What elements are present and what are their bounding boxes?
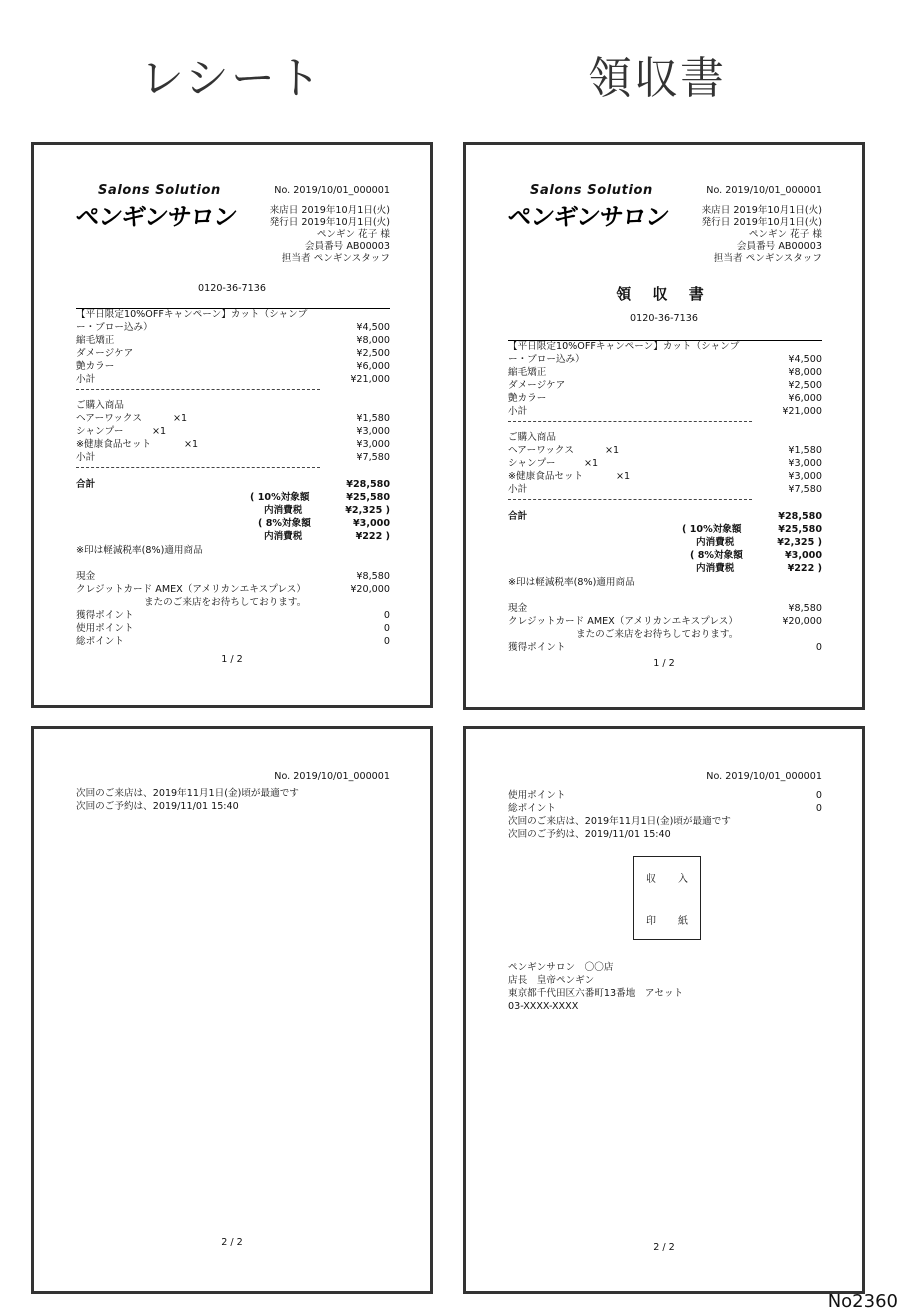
products-header: ご購入商品 [508, 432, 556, 443]
receipt-number: No. 2019/10/01_000001 [706, 771, 822, 782]
member-number: 会員番号 AB00003 [304, 241, 390, 252]
cash-row: 現金 ¥8,580 [508, 603, 822, 614]
phone-number: 0120-36-7136 [630, 313, 698, 324]
store-tel: 03-XXXX-XXXX [508, 1001, 579, 1012]
total-row: 合計 ¥28,580 [508, 511, 822, 522]
products-header: ご購入商品 [76, 400, 124, 411]
tax10-tax: ¥2,325 ) [345, 505, 390, 516]
customer-name: ペンギン 花子 様 [316, 229, 390, 240]
tax10-label: ( 10%対象額 [682, 524, 742, 535]
issue-date: 発行日 2019年10月1日(火) [269, 217, 390, 228]
ryoshusho-heading: 領収書 [588, 53, 726, 104]
service-row: 艶カラー ¥6,000 [76, 361, 390, 372]
thanks-message: またのご来店をお待ちしております。 [576, 629, 739, 640]
points-earned: 獲得ポイント 0 [76, 610, 390, 621]
tax8-tax-label: 内消費税 [264, 531, 303, 542]
ryoshusho-page-1 [463, 142, 865, 710]
tax10-tax-label: 内消費税 [696, 537, 735, 548]
logo-tagline: Salons Solution [530, 183, 653, 198]
thanks-message: またのご来店をお待ちしております。 [144, 597, 307, 608]
next-visit: 次回のご来店は、2019年11月1日(金)頃が最適です [76, 788, 299, 799]
tax10-label: ( 10%対象額 [250, 492, 310, 503]
points-total: 総ポイント 0 [76, 636, 390, 647]
customer-name: ペンギン 花子 様 [748, 229, 822, 240]
dashed-divider [76, 389, 320, 390]
next-visit: 次回のご来店は、2019年11月1日(金)頃が最適です [508, 816, 731, 827]
logo-name: ペンギンサロン [505, 203, 671, 231]
page-number: 2 / 2 [221, 1237, 243, 1248]
product-row: ※健康食品セット ×1 ¥3,000 [76, 439, 390, 450]
page-number: 1 / 2 [221, 654, 243, 665]
card-row: クレジットカード AMEX（アメリカンエキスプレス） ¥20,000 [76, 584, 390, 595]
stamp-char: 収 [646, 874, 656, 885]
tax10-tax-label: 内消費税 [264, 505, 303, 516]
service-row: 【平日限定10%OFFキャンペーン】カット（シャンプ [508, 341, 740, 352]
issue-date: 発行日 2019年10月1日(火) [701, 217, 822, 228]
store-address: 東京都千代田区六番町13番地 アセット [508, 988, 684, 999]
service-subtotal: 小計 ¥21,000 [76, 374, 390, 385]
tax10-amount: ¥25,580 [778, 524, 822, 535]
visit-date: 来店日 2019年10月1日(火) [701, 205, 822, 216]
receipt-page-2 [31, 726, 433, 1294]
points-earned: 獲得ポイント 0 [508, 642, 822, 653]
total-row: 合計 ¥28,580 [76, 479, 390, 490]
receipt-number: No. 2019/10/01_000001 [274, 185, 390, 196]
service-row: ー・ブロー込み） ¥4,500 [76, 322, 390, 333]
phone-number: 0120-36-7136 [198, 283, 266, 294]
service-row: 艶カラー ¥6,000 [508, 393, 822, 404]
stamp-char: 入 [678, 874, 688, 885]
tax8-amount: ¥3,000 [784, 550, 822, 561]
receipt-number: No. 2019/10/01_000001 [706, 185, 822, 196]
next-reservation: 次回のご予約は、2019/11/01 15:40 [76, 801, 239, 812]
store-manager: 店長 皇帝ペンギン [508, 975, 595, 986]
product-subtotal: 小計 ¥7,580 [76, 452, 390, 463]
next-reservation: 次回のご予約は、2019/11/01 15:40 [508, 829, 671, 840]
staff-name: 担当者 ペンギンスタッフ [713, 253, 822, 264]
reduced-tax-note: ※印は軽減税率(8%)適用商品 [508, 577, 635, 588]
service-row: ダメージケア ¥2,500 [76, 348, 390, 359]
receipt-heading: レシート [140, 53, 323, 104]
revenue-stamp-box [633, 856, 701, 940]
tax8-tax-label: 内消費税 [696, 563, 735, 574]
card-row: クレジットカード AMEX（アメリカンエキスプレス） ¥20,000 [508, 616, 822, 627]
points-used: 使用ポイント 0 [508, 790, 822, 801]
product-row: シャンプー ×1 ¥3,000 [76, 426, 390, 437]
service-row: ダメージケア ¥2,500 [508, 380, 822, 391]
tax8-label: ( 8%対象額 [690, 550, 743, 561]
stamp-char: 紙 [678, 916, 688, 927]
dashed-divider [508, 421, 752, 422]
reduced-tax-note: ※印は軽減税率(8%)適用商品 [76, 545, 203, 556]
page-number: 2 / 2 [653, 1242, 675, 1253]
tax8-tax: ¥222 ) [787, 563, 822, 574]
service-row: 縮毛矯正 ¥8,000 [508, 367, 822, 378]
stamp-char: 印 [646, 916, 656, 927]
dashed-divider [508, 499, 752, 500]
product-row: ヘアーワックス ×1 ¥1,580 [508, 445, 822, 456]
tax8-amount: ¥3,000 [352, 518, 390, 529]
service-row: 【平日限定10%OFFキャンペーン】カット（シャンプ [76, 309, 308, 320]
visit-date: 来店日 2019年10月1日(火) [269, 205, 390, 216]
tax8-tax: ¥222 ) [355, 531, 390, 542]
ryoshusho-page-2 [463, 726, 865, 1294]
service-row: ー・ブロー込み） ¥4,500 [508, 354, 822, 365]
points-total: 総ポイント 0 [508, 803, 822, 814]
logo-name: ペンギンサロン [73, 203, 239, 231]
dashed-divider [76, 467, 320, 468]
product-row: ヘアーワックス ×1 ¥1,580 [76, 413, 390, 424]
tax10-amount: ¥25,580 [346, 492, 390, 503]
store-name: ペンギンサロン 〇〇店 [508, 962, 614, 973]
ryoshusho-title: 領 収 書 [616, 285, 712, 303]
logo-tagline: Salons Solution [98, 183, 221, 198]
tax8-label: ( 8%対象額 [258, 518, 311, 529]
service-row: 縮毛矯正 ¥8,000 [76, 335, 390, 346]
page-number: 1 / 2 [653, 658, 675, 669]
member-number: 会員番号 AB00003 [736, 241, 822, 252]
staff-name: 担当者 ペンギンスタッフ [281, 253, 390, 264]
receipt-number: No. 2019/10/01_000001 [274, 771, 390, 782]
receipt-page-1 [31, 142, 433, 708]
product-row: シャンプー ×1 ¥3,000 [508, 458, 822, 469]
product-row: ※健康食品セット ×1 ¥3,000 [508, 471, 822, 482]
tax10-tax: ¥2,325 ) [777, 537, 822, 548]
service-subtotal: 小計 ¥21,000 [508, 406, 822, 417]
points-used: 使用ポイント 0 [76, 623, 390, 634]
cash-row: 現金 ¥8,580 [76, 571, 390, 582]
document-id: No2360 [827, 1291, 898, 1312]
product-subtotal: 小計 ¥7,580 [508, 484, 822, 495]
